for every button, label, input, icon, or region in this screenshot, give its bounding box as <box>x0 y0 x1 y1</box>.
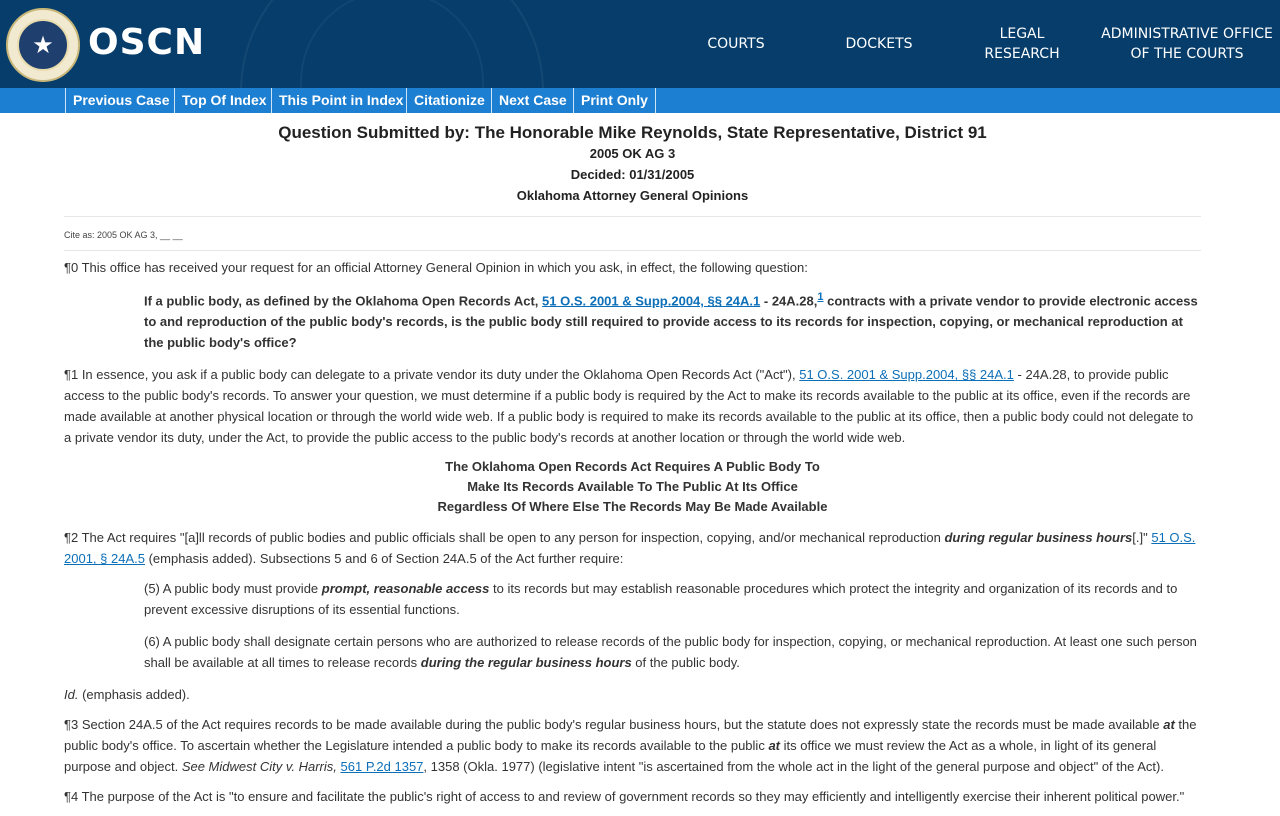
paragraph-text: its office we must review the Act as a whole, in light of its general purpose and object. <box>64 738 1157 775</box>
question-blockquote <box>144 287 1201 353</box>
print-only-link[interactable]: Print Only <box>573 88 656 113</box>
question-text: - 24A.28, <box>760 293 818 309</box>
citationize-link[interactable]: Citationize <box>406 88 492 113</box>
nav-legal-research[interactable]: LEGAL RESEARCH <box>984 26 1060 62</box>
document-header <box>64 123 1201 206</box>
question-text: contracts with a private vendor to provide electronic access to and reproduction of the public body's records, is the public body still required to provide access to its records for inspection, copying, or mechanical reproduction at the public body's office? <box>144 293 1198 351</box>
paragraph-3 <box>64 714 1201 777</box>
subsection-5-quote <box>144 578 1201 620</box>
case-toolbar <box>0 88 1280 113</box>
statute-link[interactable]: 51 O.S. 2001 & Supp.2004, §§ 24A.1 <box>542 293 761 309</box>
section-heading-line: The Oklahoma Open Records Act Requires A Public Body To <box>445 459 820 475</box>
paragraph-text: (emphasis added). Subsections 5 and 6 of Section 24A.5 of the Act further require: <box>144 551 624 567</box>
paragraph-text: - 24A.28, to provide public access to the public body's records. To answer your question, we must determine if a public body is required by the Act to make its records available to the public at its office, even if the records are made available at another physical location or through the world wide web. If a public body is required to make its records available to the public at its office, then a public body could not delegate to a private vendor its duty, under the Act, to provide the public access to the public body's records at another location or through the world wide web. <box>64 367 1194 446</box>
case-citation-link[interactable]: 561 P.2d 1357 <box>340 759 424 775</box>
quote-text: of the public body. <box>631 655 740 671</box>
nav-administrative-office[interactable]: ADMINISTRATIVE OFFICE OF THE COURTS <box>1101 26 1273 62</box>
id-citation <box>64 684 1201 705</box>
this-point-in-index-link[interactable]: This Point in Index <box>271 88 410 113</box>
quote-text: (5) A public body must provide <box>144 581 322 597</box>
page-title: Question Submitted by: The Honorable Mike Reynolds, State Representative, District 91 <box>278 123 987 142</box>
quote-text: (6) A public body shall designate certain persons who are authorized to release records of the public body for inspection, copying, or mechanical reproduction. At least one such person shall be available at all times to release records <box>144 634 1197 671</box>
paragraph-text: (emphasis added). <box>78 687 190 703</box>
nav-courts[interactable]: COURTS <box>707 36 765 52</box>
site-brand[interactable]: OSCN <box>88 22 206 63</box>
subsection-6-quote <box>144 631 1201 673</box>
site-header <box>0 0 1280 88</box>
paragraph-text: ¶2 The Act requires "[a]ll records of public bodies and public officials shall be open to any person for inspection, copying, and/or mechanical reproduction <box>64 530 945 546</box>
next-case-link[interactable]: Next Case <box>491 88 574 113</box>
divider <box>64 250 1201 251</box>
emphasis-text: at <box>768 738 780 754</box>
citation-number: 2005 OK AG 3 <box>589 146 676 161</box>
previous-case-link[interactable]: Previous Case <box>65 88 177 113</box>
emphasis-text: prompt, reasonable access <box>321 581 490 597</box>
section-heading-line: Make Its Records Available To The Public At Its Office <box>467 479 798 495</box>
footnote-link[interactable]: 1 <box>817 291 824 303</box>
paragraph-2 <box>64 527 1201 569</box>
statute-link[interactable]: 51 O.S. 2001, § 24A.5 <box>64 530 1196 567</box>
section-heading-line: Regardless Of Where Else The Records May Be Made Available <box>437 499 828 515</box>
paragraph-0: ¶0 This office has received your request for an official Attorney General Opinion in which you ask, in effect, the following question: <box>64 260 808 275</box>
divider <box>64 216 1201 217</box>
nav-dockets[interactable]: DOCKETS <box>845 36 913 52</box>
paragraph-1 <box>64 364 1201 448</box>
emphasis-text: at <box>1163 717 1175 733</box>
case-name: See Midwest City v. Harris, <box>181 759 337 775</box>
paragraph-text: , 1358 (Okla. 1977) (legislative intent "is ascertained from the whole act in the light of the general purpose and object" of the Act). <box>423 759 1164 775</box>
section-heading <box>64 457 1201 517</box>
paragraph-4: ¶4 The purpose of the Act is "to ensure and facilitate the public's right of access to and review of government records so they may efficiently and intelligently exercise their inherent political power." <box>64 789 1185 805</box>
question-text: If a public body, as defined by the Oklahoma Open Records Act, <box>144 293 543 309</box>
top-of-index-link[interactable]: Top Of Index <box>174 88 274 113</box>
paragraph-text: the public body's office. To ascertain whether the Legislature intended a public body to make its records available to the public <box>64 717 1197 754</box>
paragraph-text: ¶3 Section 24A.5 of the Act requires records to be made available during the public body's regular business hours, but the statute does not expressly state the records must be made available <box>64 717 1164 733</box>
statute-link[interactable]: 51 O.S. 2001 & Supp.2004, §§ 24A.1 <box>799 367 1014 383</box>
paragraph-text: [.]" <box>1132 530 1152 546</box>
cite-as: Cite as: 2005 OK AG 3, __ __ <box>64 230 183 240</box>
paragraph-text: ¶1 In essence, you ask if a public body can delegate to a private vendor its duty under the Oklahoma Open Records Act ("Act"), <box>64 367 800 383</box>
opinion-document <box>64 113 1201 816</box>
emphasis-text: during regular business hours <box>944 530 1133 546</box>
opinion-source: Oklahoma Attorney General Opinions <box>516 188 749 203</box>
decided-date: Decided: 01/31/2005 <box>570 167 695 182</box>
id-text: Id. <box>64 687 79 703</box>
seal-star-icon: ★ <box>17 19 69 71</box>
quote-text: to its records but may establish reasonable procedures which protect the integrity and organization of its records and to prevent excessive disruptions of its essential functions. <box>144 581 1178 618</box>
emphasis-text: during the regular business hours <box>420 655 632 671</box>
supreme-court-seal-logo[interactable] <box>6 8 80 82</box>
